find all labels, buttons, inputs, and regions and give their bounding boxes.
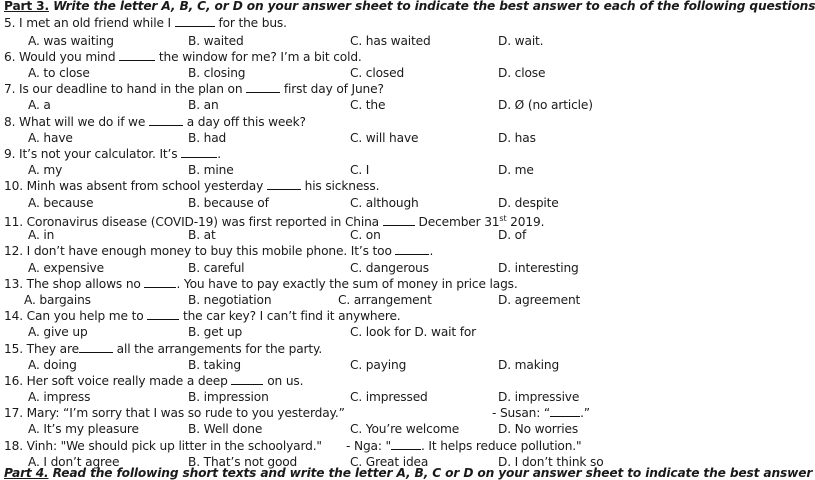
answer-blank [267, 179, 301, 190]
option-d: D. despite [498, 196, 559, 210]
option-c: C. impressed [350, 390, 428, 404]
option-d: D. No worries [498, 422, 579, 436]
part-label: Part 3. [4, 0, 49, 13]
question-16: 16. Her soft voice really made a deep on us. [4, 374, 304, 388]
option-a: A. my [28, 163, 63, 177]
answer-blank [246, 82, 280, 93]
question-15: 15. They are all the arrangements for the party. [4, 342, 323, 356]
option-c: C. I [350, 163, 370, 177]
question-17-reply: - Susan: “ .” [492, 406, 590, 420]
option-a: A. in [28, 228, 55, 242]
option-b: B. waited [188, 34, 244, 48]
option-b: B. negotiation [188, 293, 272, 307]
question-11: 11. Coronavirus disease (COVID-19) was first reported in China December 31st 2019. [4, 214, 545, 230]
answer-blank [119, 50, 155, 61]
question-10: 10. Minh was absent from school yesterday his sickness. [4, 179, 380, 193]
option-b: B. impression [188, 390, 269, 404]
option-c: C. closed [350, 66, 405, 80]
option-a: A. doing [28, 358, 77, 372]
question-8: 8. What will we do if we a day off this week? [4, 115, 306, 129]
option-d: D. wait. [498, 34, 544, 48]
option-a: A. because [28, 196, 94, 210]
part-label: Part 4. [4, 466, 49, 480]
answer-blank [147, 309, 179, 320]
option-c: C. on [350, 228, 381, 242]
answer-blank [395, 244, 429, 255]
answer-blank [550, 406, 580, 417]
option-d: D. Ø (no article) [498, 98, 593, 112]
option-d: D. impressive [498, 390, 580, 404]
question-12: 12. I don’t have enough money to buy this mobile phone. It’s too . [4, 244, 434, 258]
question-7: 7. Is our deadline to hand in the plan on first day of June? [4, 82, 384, 96]
option-c: C. arrangement [338, 293, 432, 307]
option-c: C. has waited [350, 34, 431, 48]
option-a: A. It’s my pleasure [28, 422, 139, 436]
option-d: D. me [498, 163, 534, 177]
option-b: B. Well done [188, 422, 263, 436]
question-6: 6. Would you mind the window for me? I’m a bit cold. [4, 50, 362, 64]
option-c: C. dangerous [350, 261, 429, 275]
option-b: B. get up [188, 325, 243, 339]
option-a: A. a [28, 98, 51, 112]
option-a: A. was waiting [28, 34, 114, 48]
option-a: A. have [28, 131, 73, 145]
option-a: A. I don’t agree [28, 455, 120, 469]
option-d: D. close [498, 66, 546, 80]
answer-blank [144, 277, 176, 288]
option-d: D. making [498, 358, 560, 372]
part-4-header [4, 466, 812, 480]
question-9: 9. It’s not your calculator. It’s . [4, 147, 221, 161]
option-a: A. bargains [24, 293, 91, 307]
question-5: 5. I met an old friend while I for the bus. [4, 16, 287, 30]
option-d: D. has [498, 131, 536, 145]
answer-blank [231, 374, 263, 385]
answer-blank [175, 16, 215, 27]
part-instruction: Write the letter A, B, C, or D on your answer sheet to indicate the best answer to each of the following questions [53, 0, 815, 13]
answer-blank [383, 215, 415, 226]
option-c: C. You’re welcome [350, 422, 460, 436]
answer-blank [149, 115, 183, 126]
option-c: C. the [350, 98, 386, 112]
option-b: B. because of [188, 196, 269, 210]
option-d: D. I don’t think so [498, 455, 604, 469]
option-b: B. taking [188, 358, 241, 372]
part-instruction: Read the following short texts and write the letter A, B, C or D on your answer sheet to indicate the best answer [52, 466, 813, 480]
option-a: A. expensive [28, 261, 104, 275]
option-b: B. closing [188, 66, 246, 80]
answer-blank [391, 439, 421, 450]
option-a: A. to close [28, 66, 90, 80]
part-3-header [4, 0, 815, 13]
question-13: 13. The shop allows no . You have to pay exactly the sum of money in price lags. [4, 277, 518, 291]
option-d: D. agreement [498, 293, 581, 307]
option-c-d: C. look for D. wait for [350, 325, 477, 339]
option-c: C. paying [350, 358, 407, 372]
option-a: A. impress [28, 390, 91, 404]
option-b: B. That’s not good [188, 455, 298, 469]
option-b: B. had [188, 131, 227, 145]
option-b: B. mine [188, 163, 234, 177]
option-b: B. careful [188, 261, 245, 275]
question-17: 17. Mary: “I’m sorry that I was so rude to you yesterday.” [4, 406, 345, 420]
option-d: D. of [498, 228, 527, 242]
option-c: C. although [350, 196, 419, 210]
question-18: 18. Vinh: "We should pick up litter in the schoolyard." [4, 439, 322, 453]
option-a: A. give up [28, 325, 88, 339]
option-b: B. at [188, 228, 216, 242]
question-18-reply: - Nga: " . It helps reduce pollution." [346, 439, 582, 453]
option-b: B. an [188, 98, 219, 112]
option-d: D. interesting [498, 261, 579, 275]
answer-blank [181, 147, 217, 158]
option-c: C. Great idea [350, 455, 429, 469]
option-c: C. will have [350, 131, 419, 145]
question-14: 14. Can you help me to the car key? I can’t find it anywhere. [4, 309, 401, 323]
answer-blank [79, 342, 113, 353]
